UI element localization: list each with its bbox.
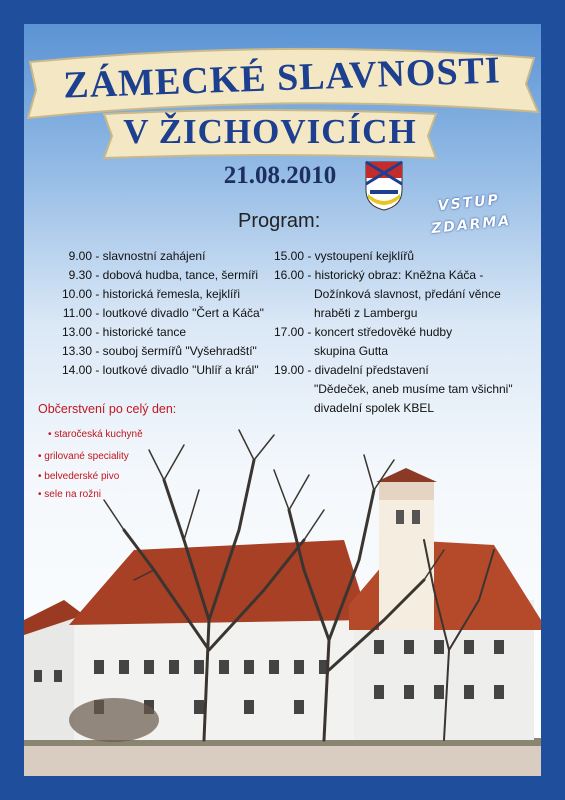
schedule-activity: slavnostní zahájení [102,249,206,263]
schedule-row: 11.00 - loutkové divadlo "Čert a Káča" [48,304,264,323]
schedule-activity: historický obraz: Kněžna Káča - [314,268,484,282]
schedule-activity-continued: "Dědeček, aneb musíme tam všichni" [314,382,513,396]
schedule-time: 16.00 [273,268,304,282]
program-heading: Program: [238,210,321,232]
schedule-time: 11.00 [62,306,92,320]
schedule-activity: loutkové divadlo "Čert a Káča" [102,306,264,320]
bottom-frame [0,776,565,800]
schedule-row: 10.00 - historická řemesla, kejklíři [48,285,264,304]
schedule-time: 9.00 [68,249,92,263]
refreshments-heading: Občerstvení po celý den: [38,402,177,416]
schedule-left [48,247,264,380]
schedule-row: 9.30 - dobová hudba, tance, šermíři [48,266,264,285]
schedule-row: 19.00 - divadelní představení [270,361,513,380]
schedule-activity-continued: Dožínková slavnost, předání věnce [314,287,501,301]
coat-of-arms-icon [364,160,404,212]
schedule-time: 13.00 [61,325,92,339]
refreshment-item: • belvederské pivo [38,471,120,482]
schedule-activity: historická řemesla, kejklíři [102,287,241,301]
schedule-time: 14.00 [61,363,92,377]
event-date: 21.08.2010 [223,162,337,189]
schedule-time: 19.00 [273,363,304,377]
schedule-activity-continued: divadelní spolek KBEL [314,401,435,415]
refreshment-item: • grilované speciality [38,451,129,462]
refreshment-item: • staročeská kuchyně [48,429,143,440]
schedule-activity: koncert středověké hudby [314,325,453,339]
schedule-time: 9.30 [68,268,92,282]
schedule-activity: dobová hudba, tance, šermíři [102,268,259,282]
schedule-activity-continued: hraběti z Lambergu [314,306,418,320]
admission-line2: ZDARMA [430,212,512,238]
event-location: V ŽICHOVICÍCH [123,112,417,151]
event-title: ZÁMECKÉ SLAVNOSTI [62,49,502,107]
schedule-row: 16.00 - historický obraz: Kněžna Káča - [270,266,513,285]
schedule-activity: divadelní představení [314,363,429,377]
schedule-time: 15.00 [273,249,304,263]
schedule-row: 17.00 - koncert středověké hudby [270,323,513,342]
schedule-activity: loutkové divadlo "Uhlíř a král" [102,363,259,377]
schedule-activity: souboj šermířů "Vyšehradští" [102,344,257,358]
schedule-activity: vystoupení kejklířů [314,249,415,263]
schedule-time: 17.00 [273,325,304,339]
schedule-activity-continued: skupina Gutta [314,344,389,358]
refreshment-item: • sele na rožni [38,489,101,500]
schedule-activity: historické tance [102,325,187,339]
schedule-row: 14.00 - loutkové divadlo "Uhlíř a král" [48,361,264,380]
admission-line1: VSTUP [437,191,501,215]
schedule-row: 9.00 - slavnostní zahájení [48,247,264,266]
schedule-time: 10.00 [61,287,92,301]
schedule-time: 13.30 [61,344,92,358]
schedule-right [270,247,513,418]
schedule-row: 13.30 - souboj šermířů "Vyšehradští" [48,342,264,361]
schedule-row: 13.00 - historické tance [48,323,264,342]
schedule-row: 15.00 - vystoupení kejklířů [270,247,513,266]
